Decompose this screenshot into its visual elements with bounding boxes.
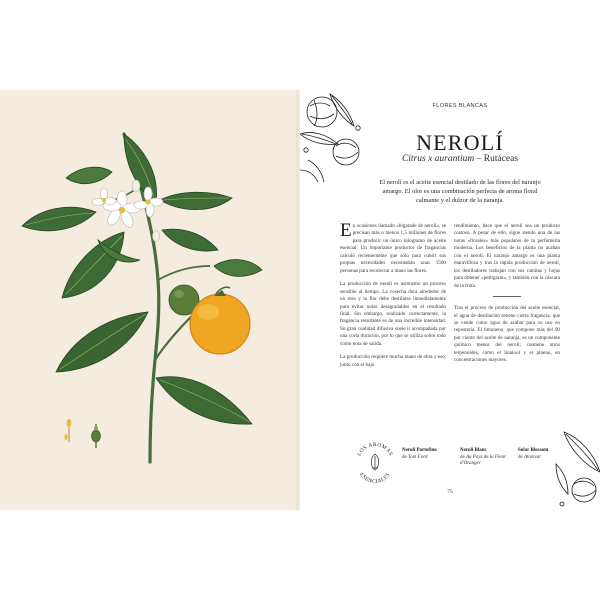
perfume-brand: Au Pays de la Fleur d'Oranger — [460, 454, 506, 467]
body-paragraph: En ocasiones llamado «bigarade de nerolí», se precisan más o menos 1,5 millones de flores para producir un único kilogramo de aceite esencial. Un importante productor de fragancias calculó recientemente que solo para cubrir sus propias necesidades necesitaban unas 1500 personas para recolectar a mano las flores. — [340, 220, 446, 274]
drop-cap: E — [340, 220, 352, 241]
section-divider — [493, 296, 521, 297]
body-paragraph: La producción de nerolí es asimismo un proceso sensible al tiempo. La cosecha dura alrededor de un mes y la flor debe destilarse inmediatamente para evitar notas desagradables en el resultado final. Sin embargo, realizado correctamente, la fragancia resultante es de una increíble intensidad. Su gran cualidad difusiva suele ir acompañada por una corta duración, por lo que se utiliza sobre todo como nota de salida. — [340, 281, 446, 347]
left-page — [0, 90, 300, 510]
aromas-esenciales-seal — [354, 432, 396, 490]
section-label: FLORES BLANCAS — [432, 103, 488, 109]
lead-paragraph: El nerolí es el aceite esencial destilado de las flores del naranjo amargo. El olor es una combinación perfecta de aroma floral calmante y el dulzor de la naranja. — [379, 179, 541, 204]
botanical-subtitle — [360, 154, 560, 164]
svg-text:ESENCIALES — [358, 472, 391, 485]
right-page — [300, 90, 600, 510]
page-number: 75 — [447, 489, 453, 495]
perfume-card-2: Neroli Blanc de Au Pays de la Fleur d'Oranger — [460, 448, 516, 468]
perfume-card-1: Neroli Portofino de Tom Ford — [402, 448, 458, 461]
perfume-name: Neroli Blanc — [460, 448, 487, 453]
body-paragraph: Tras el proceso de producción del aceite esencial, el agua de destilación retiene cierta fragancia, que se vende como agua de azahar para su uso en repostería. El limoneno, que compone más del 90 por ciento del aceite de naranja, es un componente químico menor del nerolí; contiene otros terpenoides, como el linalool y el pineno, en concentraciones mayores. — [454, 305, 560, 364]
perfume-bottle-icon — [371, 454, 379, 470]
text-column-1 — [340, 220, 446, 375]
page-title: NEROLÍ — [416, 130, 504, 155]
perfume-brand: Tom Ford — [407, 454, 428, 460]
pistil-detail — [65, 419, 72, 442]
body-paragraph: rendimiento, hace que el nerolí sea un producto costoso. A pesar de ello, sigue siendo una de las notas «florales» más populares de la perfumería moderna. Los beneficios de la planta no acaban con el nerolí. El naranjo amargo es una planta maravillosa y tras la rápida producción de nerolí, los destiladores trabajan con sus ramitas y hojas para obtener «petitgrain», y también con la cáscara de la fruta. — [454, 223, 560, 289]
scientific-name: Citrus x aurantium — [401, 154, 475, 164]
svg-text:LOS AROMAS — [356, 442, 393, 457]
citrus-engraving-top-corner — [300, 90, 366, 182]
book-spread — [0, 90, 600, 510]
perfume-brand: Atomvar — [523, 454, 542, 460]
body-paragraph: La producción requiere mucha mano de obra y eso, junto con el bajo — [340, 354, 446, 368]
orange-blossom-illustration — [0, 90, 300, 510]
seal-bottom-text: ESENCIALES — [358, 471, 392, 486]
seal-top-text: LOS AROMAS — [356, 441, 394, 458]
perfume-name: Neroli Portofino — [402, 448, 437, 453]
citrus-engraving-bottom-corner — [554, 424, 600, 510]
perfume-card-3: Solar Blossom de Atomvar — [518, 448, 558, 461]
text-column-2 — [454, 223, 560, 371]
bud-detail — [92, 424, 101, 448]
plant-family: – Rutáceas — [474, 154, 519, 164]
perfume-name: Solar Blossom — [518, 448, 549, 453]
